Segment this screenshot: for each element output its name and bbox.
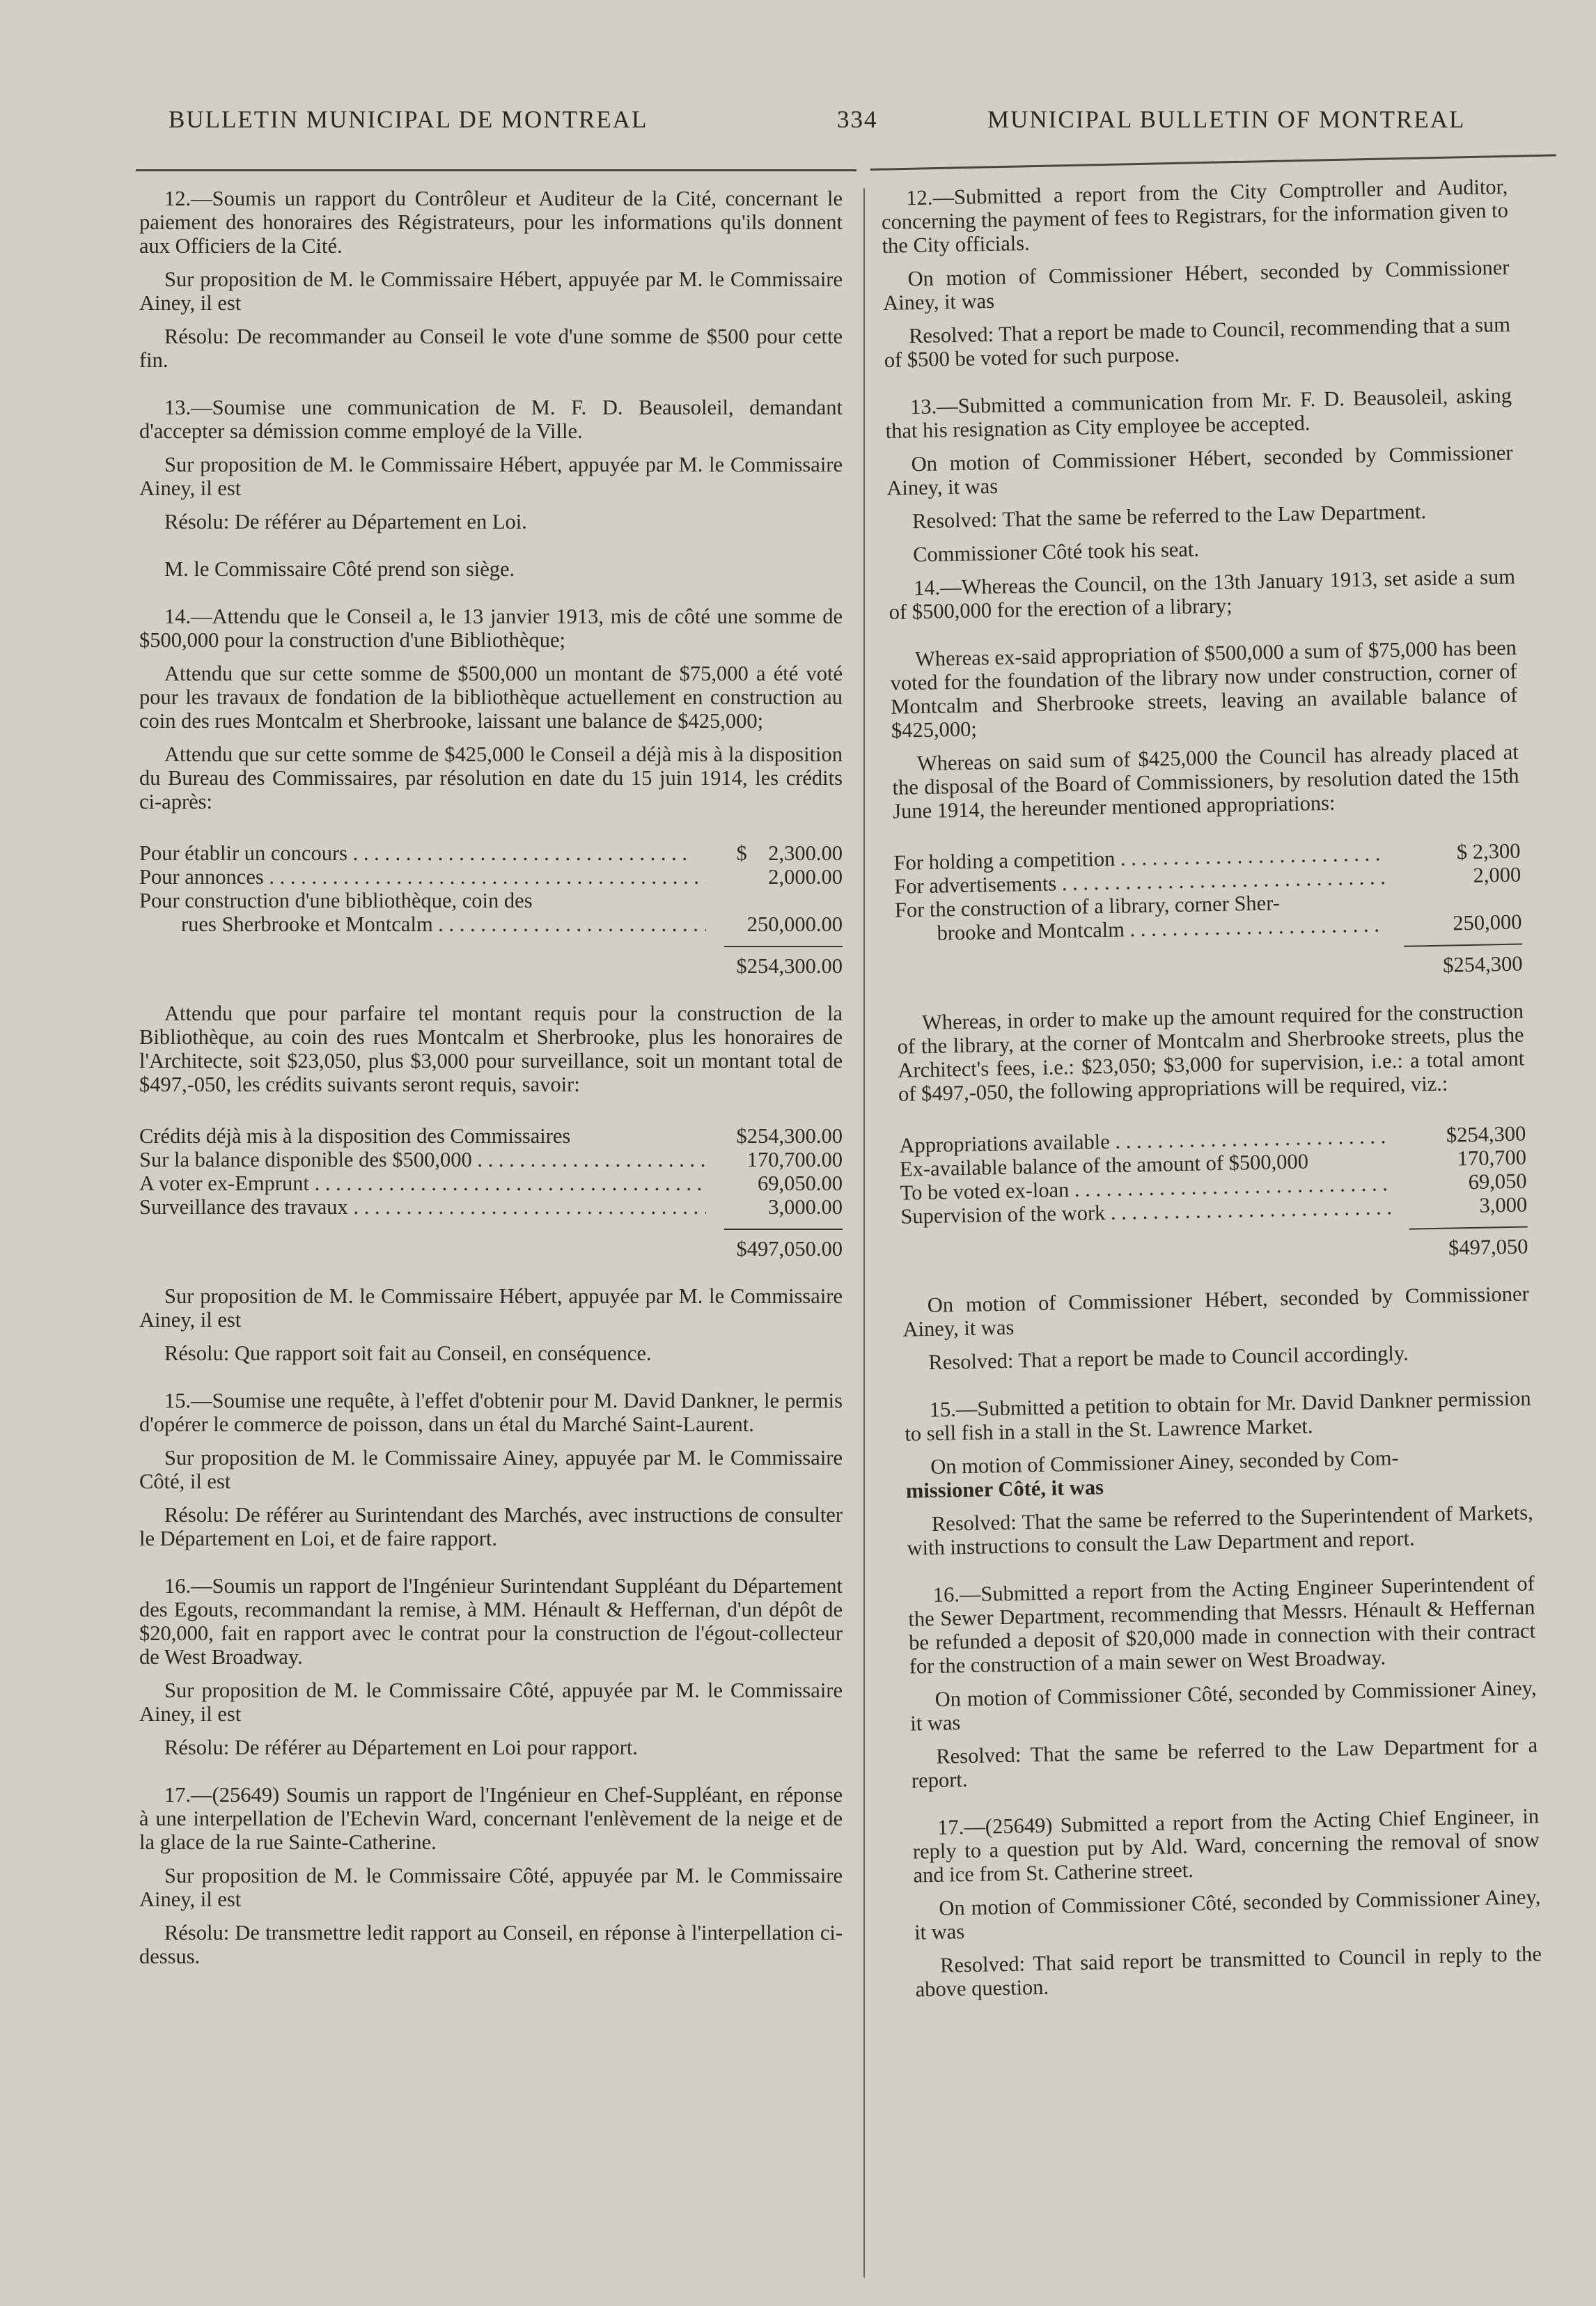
row-label: rues Sherbrooke et Montcalm . . . <box>139 912 706 936</box>
row-label: Appropriations available . . . <box>899 1124 1390 1158</box>
table-row <box>139 1124 843 1148</box>
row-label: A voter ex-Emprunt . . . <box>139 1171 706 1195</box>
en-motion: On motion of Commissioner Hébert, seconded by Commissioner Ainey, it was <box>902 1281 1530 1341</box>
fr-resolution: Résolu: De référer au Département en Loi. <box>164 510 527 533</box>
row-amount: 170,700 <box>1457 1145 1527 1171</box>
row-label: To be voted ex-loan . . . <box>900 1171 1391 1205</box>
en-motion: On motion of Commissioner Côté, seconded by Commissioner Ainey, it was <box>914 1885 1541 1945</box>
fr-item-14: 14.—Attendu que le Conseil a, le 13 janvier 1913, mis de côté une somme de $500,000 pour la construction d'une Bibliothèque; <box>139 605 843 652</box>
fr-resolution: Résolu: De recommander au Conseil le vote d'une somme de $500 pour cette fin. <box>139 325 843 372</box>
row-label: Sur la balance disponible des $500,000 . . . <box>139 1148 706 1171</box>
header-rule-right <box>870 154 1556 171</box>
en-appropriations-table <box>893 839 1523 988</box>
row-amount <box>692 841 843 865</box>
fr-item-17: 17.—(25649) Soumis un rapport de l'Ingénieur en Chef-Suppléant, en réponse à une interpellation de l'Echevin Ward, concernant l'enlèvement de la neige et de la glace de la rue Sainte-Catherine. <box>139 1783 843 1854</box>
table-total: $254,300.00 <box>736 954 843 978</box>
row-label: Pour établir un concours . . . <box>139 841 692 865</box>
header-right-title: MUNICIPAL BULLETIN OF MONTREAL <box>987 106 1466 133</box>
en-motion: On motion of Commissioner Hébert, seconded by Commissioner Ainey, it was <box>886 440 1513 500</box>
en-motion: On motion of Commissioner Hébert, seconded by Commissioner Ainey, it was <box>882 255 1510 315</box>
row-amount: $254,300 <box>1446 1121 1526 1147</box>
row-amount: $ 2,300 <box>1456 839 1521 864</box>
fr-motion: Sur proposition de M. le Commissaire Côté, appuyée par M. le Commissaire Ainey, il est <box>139 1864 843 1911</box>
en-whereas: Whereas, in order to make up the amount required for the construction of the library, at the corner of Montcalm and Sherbrooke streets, plus the Architect's fees, i.e.: $23,050; $3,000 for supervision, i.e.: a total amont of $497,-050, the following appropriations will be required, viz.: <box>897 999 1525 1106</box>
en-resolution: Resolved: That the same be referred to the Superintendent of Markets, with instructions to consult the Law Department and report. <box>907 1500 1534 1560</box>
fr-motion: Sur proposition de M. le Commissaire Ainey, appuyée par M. le Commissaire Côté, il est <box>139 1446 843 1493</box>
row-label: For holding a competition . . . <box>893 841 1384 875</box>
fr-motion: Sur proposition de M. le Commissaire Hébert, appuyée par M. le Commissaire Ainey, il est <box>139 267 843 315</box>
fr-whereas: Attendu que sur cette somme de $500,000 un montant de $75,000 a été voté pour les travaux de fondation de la bibliothèque actuellement en construction au coin des rues Montcalm et Sherbrooke, laissant une balance de $425,000; <box>139 662 843 733</box>
en-motion <box>905 1443 1533 1502</box>
table-total: $254,300 <box>1442 951 1523 977</box>
row-label: brooke and Montcalm . . . <box>895 912 1386 946</box>
fr-resolution: Résolu: Que rapport soit fait au Conseil, en conséquence. <box>164 1341 652 1365</box>
table-row <box>139 889 843 912</box>
en-item-16: 16.—Submitted a report from the Acting Engineer Superintendent of the Sewer Department, recommending that Messrs. Hénault & Heffernan be refunded a deposit of $20,000 made in connection with their contract for the construction of a main sewer on West Broadway. <box>908 1571 1536 1678</box>
en-resolution: Resolved: That the same be referred to the Law Department. <box>912 499 1427 533</box>
table-row <box>139 1171 843 1195</box>
row-label: Ex-available balance of the amount of $500,000 <box>899 1149 1309 1181</box>
motion-line: On motion of Commissioner Ainey, seconded by Com- <box>930 1446 1399 1479</box>
row-amount: 250,000 <box>1453 910 1522 935</box>
table-row <box>139 1195 843 1219</box>
header-rule-left <box>136 169 856 171</box>
row-label: For advertisements . . . <box>894 865 1385 898</box>
row-label: Pour annonces . . . <box>139 865 706 889</box>
fr-resolution: Résolu: De transmettre ledit rapport au Conseil, en réponse à l'interpellation ci-dessus. <box>139 1921 843 1968</box>
total-rule <box>1409 1226 1528 1229</box>
page-number: 334 <box>837 106 878 133</box>
total-rule <box>724 946 843 947</box>
fr-item-15: 15.—Soumise une requête, à l'effet d'obtenir pour M. David Dankner, le permis d'opérer le commerce de poisson, dans un étal du Marché Saint-Laurent. <box>139 1389 843 1436</box>
en-credits-table <box>899 1121 1528 1270</box>
en-item-14: 14.—Whereas the Council, on the 13th January 1913, set aside a sum of $500,000 for the erection of a library; <box>889 564 1516 624</box>
fr-motion: Sur proposition de M. le Commissaire Hébert, appuyée par M. le Commissaire Ainey, il est <box>139 453 843 500</box>
fr-whereas: Attendu que sur cette somme de $425,000 le Conseil a déjà mis à la disposition du Bureau des Commissaires, par résolution en date du 15 juin 1914, les crédits ci-après: <box>139 742 843 813</box>
fr-item-16: 16.—Soumis un rapport de l'Ingénieur Surintendant Suppléant du Département des Egouts, recommandant la remise, à MM. Hénault & Heffernan, d'un dépôt de $20,000, fait en rapport avec le contrat pour la construction de l'égout-collecteur de West Broadway. <box>139 1574 843 1669</box>
row-label: Pour construction d'une bibliothèque, coin des <box>139 889 533 912</box>
row-amount: 69,050 <box>1468 1169 1527 1194</box>
en-resolution: Resolved: That the same be referred to the Law Department for a report. <box>911 1733 1538 1793</box>
fr-motion: Sur proposition de M. le Commissaire Hébert, appuyée par M. le Commissaire Ainey, il est <box>139 1284 843 1332</box>
fr-note: M. le Commissaire Côté prend son siège. <box>164 557 515 581</box>
table-total: $497,050 <box>1448 1234 1528 1260</box>
table-total: $497,050.00 <box>736 1237 843 1261</box>
motion-line-bold: missioner Côté, it was <box>905 1475 1104 1503</box>
en-whereas: Whereas on said sum of $425,000 the Council has already placed at the disposal of the Board of Commissioners, by resolution dated the 15th June 1914, the hereunder mentioned appropriations: <box>892 740 1519 823</box>
table-row <box>139 865 843 889</box>
en-note: Commissioner Côté took his seat. <box>912 537 1200 567</box>
fr-motion: Sur proposition de M. le Commissaire Côté, appuyée par M. le Commissaire Ainey, il est <box>139 1678 843 1726</box>
row-amount: 3,000.00 <box>768 1195 843 1219</box>
row-amount: 2,000 <box>1473 862 1521 887</box>
row-amount: 170,700.00 <box>746 1148 843 1171</box>
row-amount: $254,300.00 <box>736 1124 843 1148</box>
en-motion: On motion of Commissioner Côté, seconded by Commissioner Ainey, it was <box>910 1676 1537 1736</box>
row-label: Surveillance des travaux . . . <box>139 1195 706 1219</box>
row-label: Crédits déjà mis à la disposition des Commissaires <box>139 1124 571 1148</box>
en-whereas: Whereas ex-said appropriation of $500,000 a sum of $75,000 has been voted for the foundation of the library now under construction, corner of Montcalm and Sherbrooke streets, leaving an available balance of $425,000; <box>890 635 1518 742</box>
row-amount: 3,000 <box>1479 1192 1528 1217</box>
table-row <box>139 912 843 936</box>
total-rule <box>1404 944 1522 947</box>
en-resolution: Resolved: That a report be made to Council accordingly. <box>928 1341 1409 1374</box>
page-header <box>0 106 1596 148</box>
en-item-12: 12.—Submitted a report from the City Comptroller and Auditor, concerning the payment of fees to Registrars, for the information given to the City officials. <box>881 174 1509 258</box>
en-item-15: 15.—Submitted a petition to obtain for Mr. David Dankner permission to sell fish in a stall in the St. Lawrence Market. <box>905 1386 1531 1446</box>
row-label: Supervision of the work . . . <box>900 1195 1391 1229</box>
table-row <box>139 841 843 865</box>
en-item-13: 13.—Submitted a communication from Mr. F. D. Beausoleil, asking that his resignation as City employee be accepted. <box>885 383 1512 443</box>
en-item-17: 17.—(25649) Submitted a report from the Acting Chief Engineer, in reply to a question put by Ald. Ward, concerning the removal of snow and ice from St. Catherine street. <box>912 1804 1540 1887</box>
currency-sign: $ <box>736 841 747 865</box>
column-divider <box>863 188 865 2277</box>
fr-resolution: Résolu: De référer au Surintendant des Marchés, avec instructions de consulter le Département en Loi, et de faire rapport. <box>139 1503 843 1550</box>
fr-appropriations-table <box>139 841 843 978</box>
row-amount: 2,000.00 <box>768 865 843 889</box>
row-label: For the construction of a library, corner Sher- <box>894 891 1281 922</box>
en-resolution: Resolved: That a report be made to Council, recommending that a sum of $500 be voted for such purpose. <box>884 312 1511 372</box>
header-left-title: BULLETIN MUNICIPAL DE MONTREAL <box>169 106 648 133</box>
fr-item-12: 12.—Soumis un rapport du Contrôleur et Auditeur de la Cité, concernant le paiement des honoraires des Régistrateurs, pour les informations qu'ils donnent aux Officiers de la Cité. <box>139 187 843 258</box>
english-column <box>881 175 1542 2011</box>
en-resolution: Resolved: That said report be transmitted to Council in reply to the above question. <box>915 1942 1542 2002</box>
fr-credits-table <box>139 1124 843 1261</box>
total-rule <box>724 1229 843 1230</box>
fr-whereas: Attendu que pour parfaire tel montant requis pour la construction de la Bibliothèque, au coin des rues Montcalm et Sherbrooke, plus les honoraires de l'Architecte, soit $23,050, plus $3,000 pour surveillance, soit un montant total de $497,-050, les crédits suivants seront requis, savoir: <box>139 1002 843 1096</box>
amount-value: 2,300.00 <box>768 841 843 865</box>
french-column <box>139 187 843 1978</box>
row-amount: 69,050.00 <box>758 1171 843 1195</box>
fr-resolution: Résolu: De référer au Département en Loi pour rapport. <box>164 1736 639 1759</box>
row-amount: 250,000.00 <box>746 912 843 936</box>
table-row <box>139 1148 843 1171</box>
fr-item-13: 13.—Soumise une communication de M. F. D. Beausoleil, demandant d'accepter sa démission comme employé de la Ville. <box>139 396 843 443</box>
